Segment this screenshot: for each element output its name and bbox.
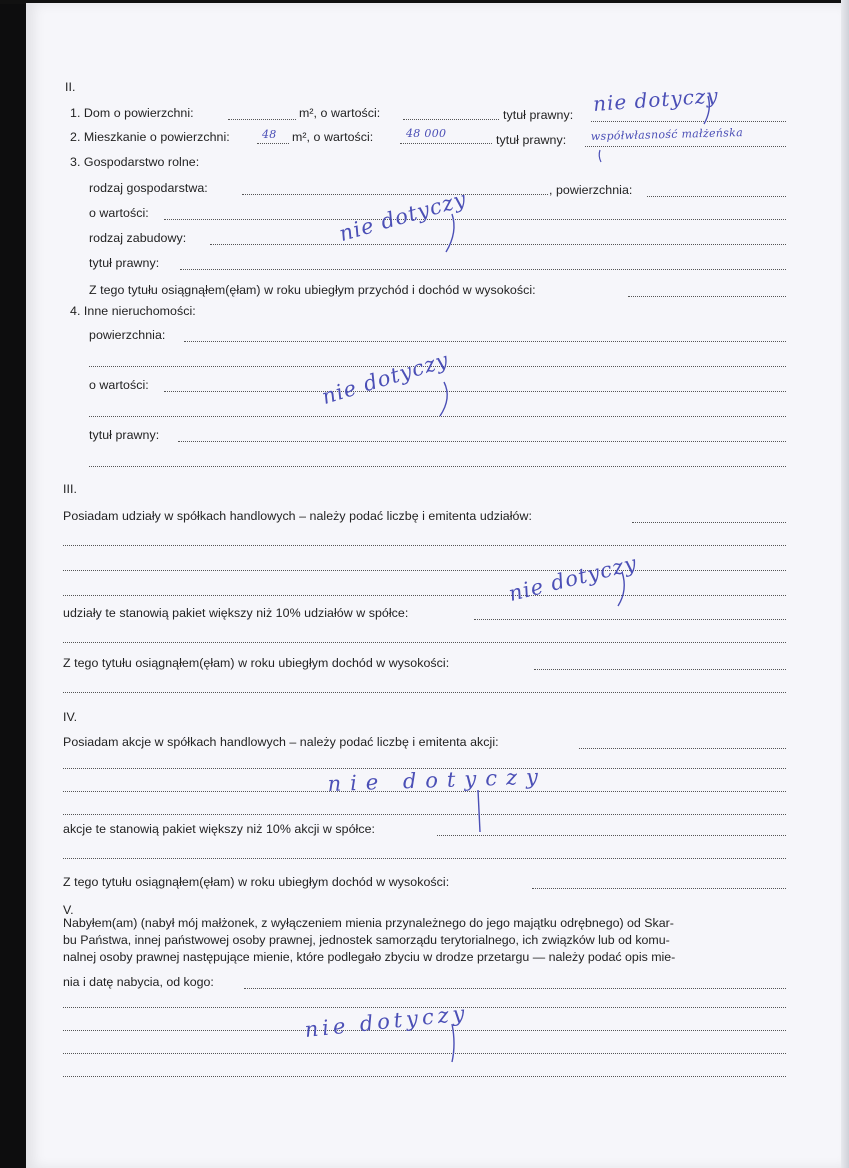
acquisition-text-line-4: nia i datę nabycia, od kogo: bbox=[63, 975, 214, 989]
flat-value-handwriting: 48 000 bbox=[406, 127, 447, 140]
section-iv-heading: IV. bbox=[63, 710, 78, 724]
farm-label: 3. Gospodarstwo rolne: bbox=[70, 155, 200, 169]
shares-label: Posiadam udziały w spółkach handlowych – należy podać liczbę i emitenta udziałów: bbox=[63, 509, 532, 523]
stocks-packet-label: akcje te stanowią pakiet większy niż 10% akcji w spółce: bbox=[63, 822, 376, 836]
house-title-handwriting: nie dotyczy bbox=[592, 83, 720, 116]
farm-title-label: tytuł prawny: bbox=[89, 256, 160, 270]
other-property-label: 4. Inne nieruchomości: bbox=[70, 304, 196, 318]
other-area-label: powierzchnia: bbox=[89, 328, 166, 342]
acquisition-text-line-2: bu Państwa, innej państwowej osoby prawnej, jednostek samorządu terytorialnego, ich związków lub od komu- bbox=[63, 933, 670, 947]
farm-income-label: Z tego tytułu osiągnąłem(ęłam) w roku ubiegłym przychód i dochód w wysokości: bbox=[89, 283, 536, 297]
stocks-label: Posiadam akcje w spółkach handlowych – należy podać liczbę i emitenta akcji: bbox=[63, 735, 499, 749]
flat-area-handwriting: 48 bbox=[262, 128, 277, 141]
farm-value-label: o wartości: bbox=[89, 206, 149, 220]
section-iii-heading: III. bbox=[63, 482, 77, 496]
flat-title-handwriting: współwłasność małżeńska bbox=[590, 126, 744, 143]
flat-title-label: tytuł prawny: bbox=[496, 133, 567, 147]
section-ii-heading: II. bbox=[65, 80, 76, 94]
acquisition-text-line-3: nalnej osoby prawnej następujące mienie, które podlegało zbyciu w drodze przetargu — należy podać opis mie- bbox=[63, 950, 676, 964]
house-title-label: tytuł prawny: bbox=[503, 108, 574, 122]
stocks-income-label: Z tego tytułu osiągnąłem(ęłam) w roku ubiegłym dochód w wysokości: bbox=[63, 875, 450, 889]
farm-area-label: , powierzchnia: bbox=[549, 183, 633, 197]
other-title-label: tytuł prawny: bbox=[89, 428, 160, 442]
other-value-label: o wartości: bbox=[89, 378, 149, 392]
shares-handwriting: nie dotyczy bbox=[506, 550, 640, 606]
farm-handwriting: nie dotyczy bbox=[336, 186, 470, 246]
stocks-handwriting: nie dotyczy bbox=[327, 764, 548, 796]
section-v-heading: V. bbox=[63, 903, 74, 917]
acquisition-text-line-1: Nabyłem(am) (nabył mój małżonek, z wyłączeniem mienia przynależnego do jego majątku odrębnego) od Skar- bbox=[63, 916, 674, 930]
house-area-label: 1. Dom o powierzchni: bbox=[70, 106, 194, 120]
acquisition-handwriting: nie dotyczy bbox=[303, 1000, 470, 1042]
farm-buildings-label: rodzaj zabudowy: bbox=[89, 231, 187, 245]
house-value-label: m², o wartości: bbox=[299, 106, 381, 120]
shares-income-label: Z tego tytułu osiągnąłem(ęłam) w roku ubiegłym dochód w wysokości: bbox=[63, 656, 450, 670]
other-property-handwriting: nie dotyczy bbox=[318, 347, 452, 409]
flat-area-label: 2. Mieszkanie o powierzchni: bbox=[70, 130, 230, 144]
farm-type-label: rodzaj gospodarstwa: bbox=[89, 181, 208, 195]
shares-packet-label: udziały te stanowią pakiet większy niż 10% udziałów w spółce: bbox=[63, 606, 409, 620]
flat-value-label: m², o wartości: bbox=[292, 130, 374, 144]
